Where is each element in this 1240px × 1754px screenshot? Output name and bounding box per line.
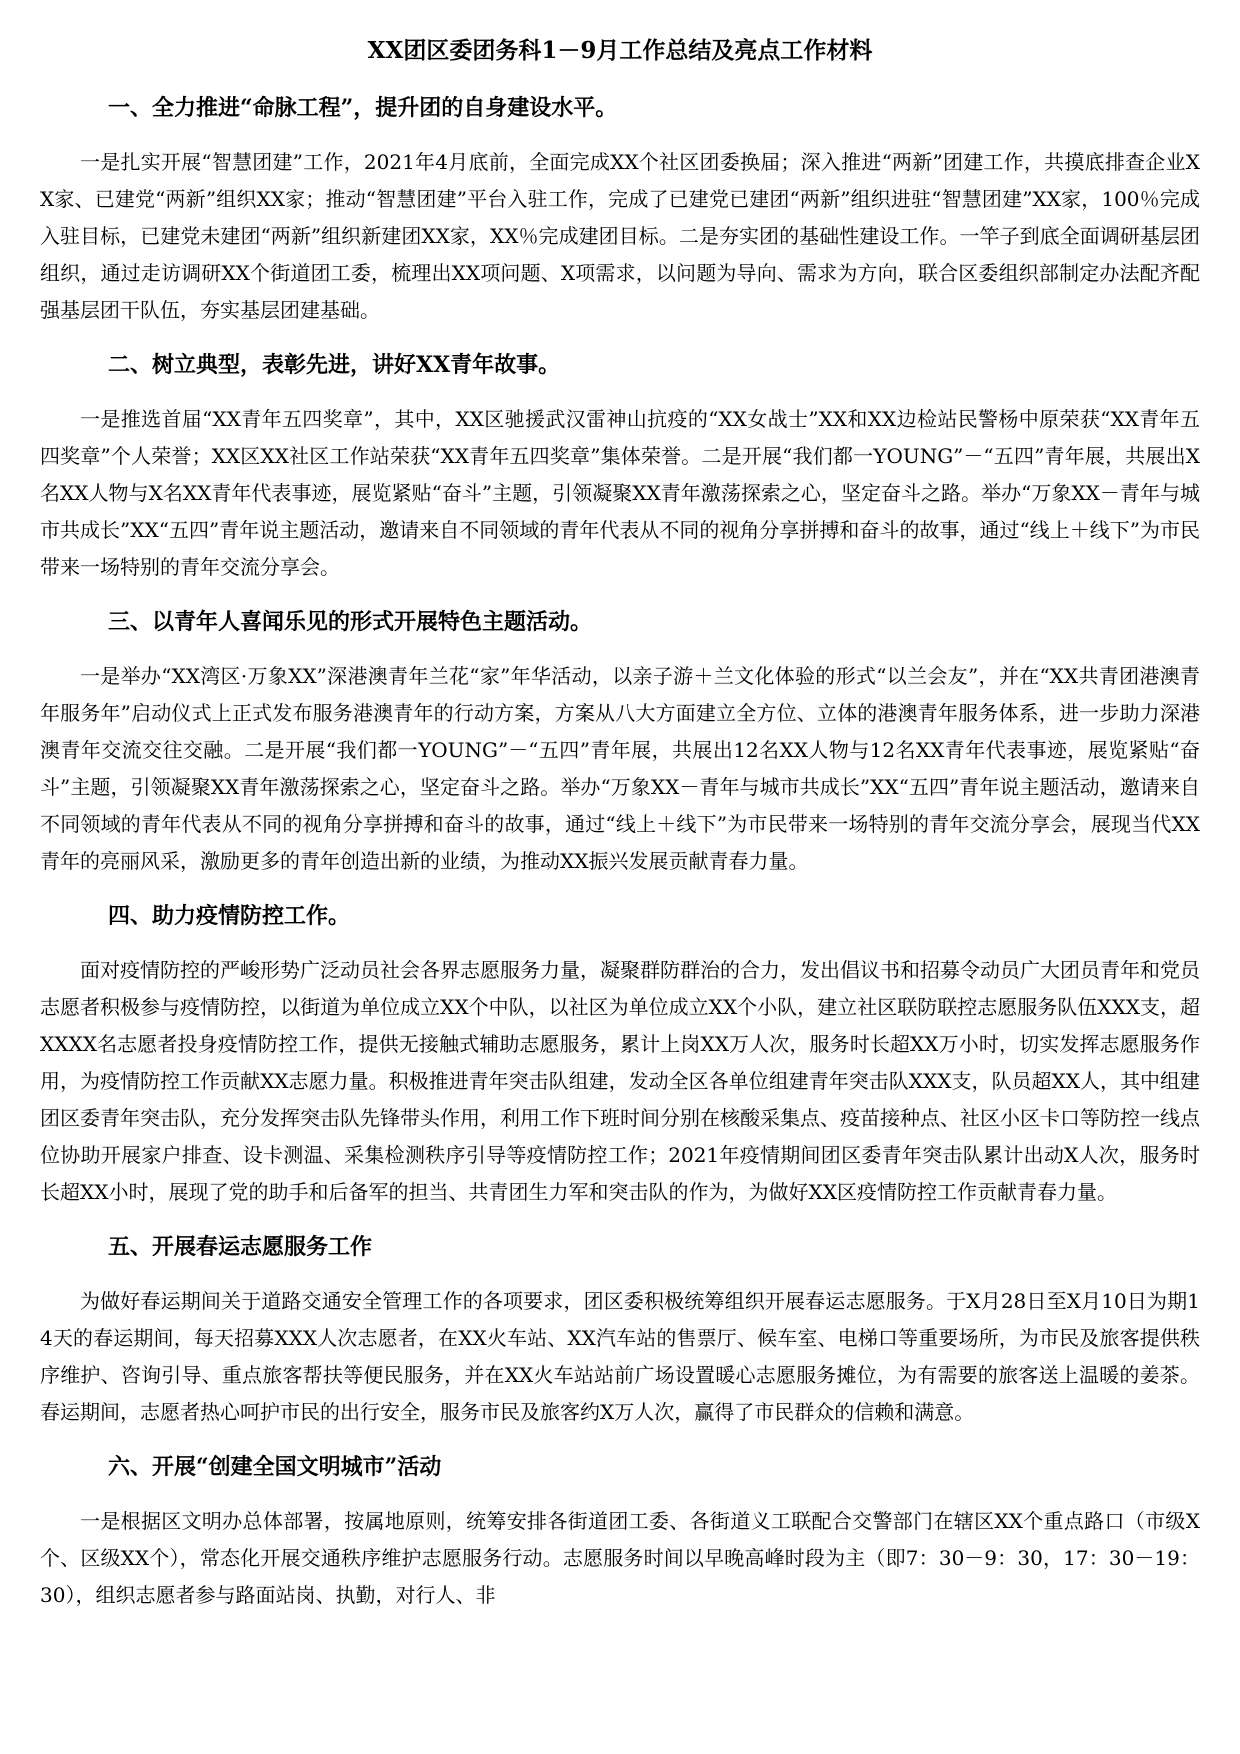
- paragraph: 一是根据区文明办总体部署，按属地原则，统筹安排各街道团工委、各街道义工联配合交警部门在辖区XX个重点路口（市级X个、区级XX个），常态化开展交通秩序维护志愿服务行动。志愿服务时间以早晚高峰时段为主（即7：30－9：30，17：30－19：30），组织志愿者参与路面站岗、执勤，对行人、非: [40, 1509, 1200, 1607]
- section-heading: 五、开展春运志愿服务工作: [108, 1234, 373, 1260]
- section-4: [40, 898, 1200, 1211]
- section-2: [40, 347, 1200, 586]
- paragraph: 一是扎实开展“智慧团建”工作，2021年4月底前，全面完成XX个社区团委换届；深入推进“两新”团建工作，共摸底排查企业XX家、已建党“两新”组织XX家；推动“智慧团建”平台入驻工作，完成了已建党已建团“两新”组织进驻“智慧团建”XX家，100％完成入驻目标，已建党未建团“两新”组织新建团XX家，XX％完成建团目标。二是夯实团的基础性建设工作。一竿子到底全面调研基层团组织，通过走访调研XX个街道团工委，梳理出XX项问题、X项需求，以问题为导向、需求为方向，联合区委组织部制定办法配齐配强基层团干队伍，夯实基层团建基础。: [40, 150, 1200, 322]
- paragraph: 一是推选首届“XX青年五四奖章”，其中，XX区驰援武汉雷神山抗疫的“XX女战士”XX和XX边检站民警杨中原荣获“XX青年五四奖章”个人荣誉；XX区XX社区工作站荣获“XX青年五四奖章”集体荣誉。二是开展“我们都一YOUNG”－“五四”青年展，共展出X名XX人物与X名XX青年代表事迹，展览紧贴“奋斗”主题，引领凝聚XX青年激荡探索之心，坚定奋斗之路。举办“万象XX－青年与城市共成长”XX“五四”青年说主题活动，邀请来自不同领域的青年代表从不同的视角分享拼搏和奋斗的故事，通过“线上＋线下”为市民带来一场特别的青年交流分享会。: [40, 407, 1200, 579]
- paragraph: 面对疫情防控的严峻形势广泛动员社会各界志愿服务力量，凝聚群防群治的合力，发出倡议书和招募令动员广大团员青年和党员志愿者积极参与疫情防控，以街道为单位成立XX个中队，以社区为单位成立XX个小队，建立社区联防联控志愿服务队伍XXX支，超XXXX名志愿者投身疫情防控工作，提供无接触式辅助志愿服务，累计上岗XX万人次，服务时长超XX万小时，切实发挥志愿服务作用，为疫情防控工作贡献XX志愿力量。积极推进青年突击队组建，发动全区各单位组建青年突击队XXX支，队员超XX人，其中组建团区委青年突击队，充分发挥突击队先锋带头作用，利用工作下班时间分别在核酸采集点、疫苗接种点、社区小区卡口等防控一线点位协助开展家户排查、设卡测温、采集检测秩序引导等疫情防控工作；2021年疫情期间团区委青年突击队累计出动X人次，服务时长超XX小时，展现了党的助手和后备军的担当、共青团生力军和突击队的作为，为做好XX区疫情防控工作贡献青春力量。: [40, 958, 1200, 1204]
- section-heading: 三、以青年人喜闻乐见的形式开展特色主题活动。: [108, 609, 593, 635]
- section-6: [40, 1449, 1200, 1614]
- section-heading: 四、助力疫情防控工作。: [108, 903, 351, 929]
- section-5: [40, 1229, 1200, 1431]
- document-title: XX团区委团务科1－9月工作总结及亮点工作材料: [367, 37, 873, 64]
- section-heading: 二、树立典型，表彰先进，讲好XX青年故事。: [108, 352, 561, 378]
- paragraph: 一是举办“XX湾区·万象XX”深港澳青年兰花“家”年华活动，以亲子游＋兰文化体验的形式“以兰会友”，并在“XX共青团港澳青年服务年”启动仪式上正式发布服务港澳青年的行动方案，方案从八大方面建立全方位、立体的港澳青年服务体系，进一步助力深港澳青年交流交往交融。二是开展“我们都一YOUNG”－“五四”青年展，共展出12名XX人物与12名XX青年代表事迹，展览紧贴“奋斗”主题，引领凝聚XX青年激荡探索之心，坚定奋斗之路。举办“万象XX－青年与城市共成长”XX“五四”青年说主题活动，邀请来自不同领域的青年代表从不同的视角分享拼搏和奋斗的故事，通过“线上＋线下”为市民带来一场特别的青年交流分享会，展现当代XX青年的亮丽风采，激励更多的青年创造出新的业绩，为推动XX振兴发展贡献青春力量。: [40, 664, 1200, 873]
- section-heading: 六、开展“创建全国文明城市”活动: [108, 1454, 442, 1480]
- section-1: [40, 90, 1200, 329]
- paragraph: 为做好春运期间关于道路交通安全管理工作的各项要求，团区委积极统筹组织开展春运志愿服务。于X月28日至X月10日为期14天的春运期间，每天招募XXX人次志愿者，在XX火车站、XX汽车站的售票厅、候车室、电梯口等重要场所，为市民及旅客提供秩序维护、咨询引导、重点旅客帮扶等便民服务，并在XX火车站站前广场设置暖心志愿服务摊位，为有需要的旅客送上温暖的姜茶。春运期间，志愿者热心呵护市民的出行安全，服务市民及旅客约X万人次，赢得了市民群众的信赖和满意。: [40, 1289, 1200, 1424]
- section-heading: 一、全力推进“命脉工程”，提升团的自身建设水平。: [108, 95, 618, 121]
- section-3: [40, 604, 1200, 880]
